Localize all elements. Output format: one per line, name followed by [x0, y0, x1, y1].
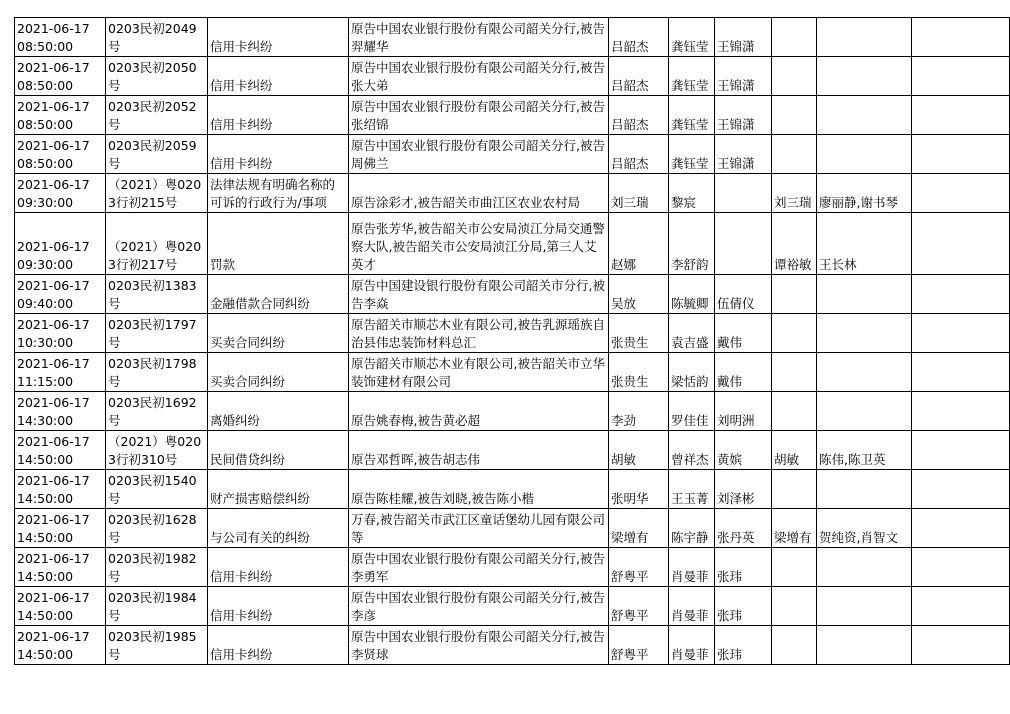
time-text: 11:15:00	[17, 374, 74, 389]
case-number-cell: 0203民初1797号	[106, 314, 208, 353]
extra-judge-cell	[772, 18, 817, 57]
case-number-cell: 0203民初1984号	[106, 587, 208, 626]
extra-names-cell	[817, 96, 912, 135]
presiding-judge-cell: 李劲	[609, 392, 669, 431]
case-cause-cell: 买卖合同纠纷	[208, 314, 349, 353]
extra-names-cell: 贺纯资,肖智文	[817, 509, 912, 548]
clerk-cell: 陈毓卿	[669, 275, 715, 314]
case-cause-cell: 信用卡纠纷	[208, 587, 349, 626]
date-text: 2021-06-17	[17, 177, 90, 192]
case-cause-cell: 法律法规有明确名称的可诉的行政行为/事项	[208, 174, 349, 213]
panel-member-cell: 伍倩仪	[715, 275, 772, 314]
extra-judge-cell	[772, 275, 817, 314]
extra-judge-cell	[772, 626, 817, 665]
time-text: 14:50:00	[17, 530, 74, 545]
datetime-cell	[15, 314, 106, 353]
table-row	[15, 353, 1010, 392]
extra-names-cell: 廖丽静,谢书琴	[817, 174, 912, 213]
panel-member-cell: 戴伟	[715, 353, 772, 392]
extra-judge-cell	[772, 353, 817, 392]
case-number-cell: （2021）粤0203行初217号	[106, 213, 208, 275]
datetime-cell	[15, 353, 106, 392]
presiding-judge-cell: 梁增有	[609, 509, 669, 548]
clerk-cell: 龚钰莹	[669, 18, 715, 57]
blank-cell	[912, 509, 1010, 548]
case-number-cell: 0203民初1982号	[106, 548, 208, 587]
case-cause-cell: 信用卡纠纷	[208, 18, 349, 57]
time-text: 08:50:00	[17, 156, 74, 171]
case-number-cell: 0203民初1985号	[106, 626, 208, 665]
blank-cell	[912, 353, 1010, 392]
datetime-cell	[15, 470, 106, 509]
panel-member-cell: 张丹英	[715, 509, 772, 548]
extra-names-cell: 王长林	[817, 213, 912, 275]
blank-cell	[912, 174, 1010, 213]
table-row	[15, 213, 1010, 275]
clerk-cell: 李舒韵	[669, 213, 715, 275]
datetime-cell	[15, 213, 106, 275]
extra-names-cell	[817, 353, 912, 392]
time-text: 14:50:00	[17, 569, 74, 584]
case-cause-cell: 金融借款合同纠纷	[208, 275, 349, 314]
datetime-cell	[15, 431, 106, 470]
extra-names-cell	[817, 587, 912, 626]
clerk-cell: 肖曼菲	[669, 626, 715, 665]
panel-member-cell: 王锦潇	[715, 18, 772, 57]
panel-member-cell: 戴伟	[715, 314, 772, 353]
date-text: 2021-06-17	[17, 395, 90, 410]
blank-cell	[912, 275, 1010, 314]
extra-names-cell	[817, 548, 912, 587]
clerk-cell: 梁恬韵	[669, 353, 715, 392]
panel-member-cell: 刘泽彬	[715, 470, 772, 509]
presiding-judge-cell: 吕韶杰	[609, 135, 669, 174]
case-number-cell: 0203民初1540号	[106, 470, 208, 509]
clerk-cell: 肖曼菲	[669, 548, 715, 587]
clerk-cell: 陈宇静	[669, 509, 715, 548]
extra-judge-cell	[772, 548, 817, 587]
parties-cell: 原告韶关市顺芯木业有限公司,被告乳源瑶族自治县伟忠装饰材料总汇	[349, 314, 609, 353]
extra-names-cell	[817, 626, 912, 665]
clerk-cell: 龚钰莹	[669, 57, 715, 96]
clerk-cell: 曾祥杰	[669, 431, 715, 470]
time-text: 14:50:00	[17, 491, 74, 506]
clerk-cell: 肖曼菲	[669, 587, 715, 626]
datetime-cell	[15, 135, 106, 174]
case-cause-cell: 民间借贷纠纷	[208, 431, 349, 470]
date-text: 2021-06-17	[17, 590, 90, 605]
extra-names-cell	[817, 314, 912, 353]
time-text: 14:30:00	[17, 413, 74, 428]
table-row	[15, 174, 1010, 213]
extra-judge-cell: 梁增有	[772, 509, 817, 548]
parties-cell: 原告中国农业银行股份有限公司韶关分行,被告周佛兰	[349, 135, 609, 174]
presiding-judge-cell: 张贵生	[609, 353, 669, 392]
extra-judge-cell	[772, 470, 817, 509]
parties-cell: 原告中国建设银行股份有限公司韶关市分行,被告李焱	[349, 275, 609, 314]
datetime-cell	[15, 548, 106, 587]
date-text: 2021-06-17	[17, 629, 90, 644]
table-row	[15, 626, 1010, 665]
blank-cell	[912, 431, 1010, 470]
extra-judge-cell	[772, 96, 817, 135]
presiding-judge-cell: 舒粤平	[609, 626, 669, 665]
table-row	[15, 275, 1010, 314]
case-number-cell: （2021）粤0203行初310号	[106, 431, 208, 470]
hearing-schedule-table	[14, 17, 1010, 665]
panel-member-cell	[715, 174, 772, 213]
table-row	[15, 314, 1010, 353]
parties-cell: 原告中国农业银行股份有限公司韶关分行,被告张绍锦	[349, 96, 609, 135]
presiding-judge-cell: 张明华	[609, 470, 669, 509]
extra-judge-cell: 胡敏	[772, 431, 817, 470]
blank-cell	[912, 626, 1010, 665]
extra-names-cell: 陈伟,陈卫英	[817, 431, 912, 470]
case-cause-cell: 财产损害赔偿纠纷	[208, 470, 349, 509]
date-text: 2021-06-17	[17, 138, 90, 153]
parties-cell: 原告中国农业银行股份有限公司韶关分行,被告羿耀华	[349, 18, 609, 57]
blank-cell	[912, 548, 1010, 587]
date-text: 2021-06-17	[17, 278, 90, 293]
presiding-judge-cell: 舒粤平	[609, 548, 669, 587]
table-row	[15, 587, 1010, 626]
date-text: 2021-06-17	[17, 60, 90, 75]
blank-cell	[912, 18, 1010, 57]
table-row	[15, 431, 1010, 470]
clerk-cell: 袁吉盛	[669, 314, 715, 353]
parties-cell: 原告涂彩才,被告韶关市曲江区农业农村局	[349, 174, 609, 213]
panel-member-cell	[715, 213, 772, 275]
extra-names-cell	[817, 18, 912, 57]
presiding-judge-cell: 舒粤平	[609, 587, 669, 626]
date-text: 2021-06-17	[17, 473, 90, 488]
parties-cell: 原告中国农业银行股份有限公司韶关分行,被告李勇军	[349, 548, 609, 587]
case-cause-cell: 与公司有关的纠纷	[208, 509, 349, 548]
date-text: 2021-06-17	[17, 356, 90, 371]
panel-member-cell: 王锦潇	[715, 96, 772, 135]
table-row	[15, 135, 1010, 174]
date-text: 2021-06-17	[17, 434, 90, 449]
presiding-judge-cell: 刘三瑞	[609, 174, 669, 213]
presiding-judge-cell: 胡敏	[609, 431, 669, 470]
parties-cell: 原告中国农业银行股份有限公司韶关分行,被告李贤球	[349, 626, 609, 665]
case-cause-cell: 信用卡纠纷	[208, 626, 349, 665]
time-text: 08:50:00	[17, 78, 74, 93]
presiding-judge-cell: 吕韶杰	[609, 96, 669, 135]
datetime-cell	[15, 587, 106, 626]
case-number-cell: 0203民初2052号	[106, 96, 208, 135]
extra-names-cell	[817, 57, 912, 96]
extra-judge-cell	[772, 314, 817, 353]
parties-cell: 万春,被告韶关市武江区童话堡幼儿园有限公司等	[349, 509, 609, 548]
datetime-cell	[15, 18, 106, 57]
case-cause-cell: 信用卡纠纷	[208, 57, 349, 96]
date-text: 2021-06-17	[17, 317, 90, 332]
case-cause-cell: 买卖合同纠纷	[208, 353, 349, 392]
case-number-cell: 0203民初1798号	[106, 353, 208, 392]
blank-cell	[912, 470, 1010, 509]
time-text: 08:50:00	[17, 117, 74, 132]
datetime-cell	[15, 509, 106, 548]
table-row	[15, 509, 1010, 548]
panel-member-cell: 张玮	[715, 548, 772, 587]
extra-judge-cell: 谭裕敏	[772, 213, 817, 275]
datetime-cell	[15, 626, 106, 665]
case-cause-cell: 信用卡纠纷	[208, 135, 349, 174]
date-text: 2021-06-17	[17, 512, 90, 527]
case-number-cell: 0203民初1383号	[106, 275, 208, 314]
datetime-cell	[15, 174, 106, 213]
clerk-cell: 黎宸	[669, 174, 715, 213]
table-row	[15, 57, 1010, 96]
case-cause-cell: 信用卡纠纷	[208, 96, 349, 135]
clerk-cell: 王玉菁	[669, 470, 715, 509]
case-number-cell: 0203民初1628号	[106, 509, 208, 548]
datetime-cell	[15, 392, 106, 431]
case-cause-cell: 信用卡纠纷	[208, 548, 349, 587]
blank-cell	[912, 392, 1010, 431]
time-text: 14:50:00	[17, 647, 74, 662]
case-number-cell: （2021）粤0203行初215号	[106, 174, 208, 213]
panel-member-cell: 黄嫔	[715, 431, 772, 470]
clerk-cell: 龚钰莹	[669, 96, 715, 135]
time-text: 10:30:00	[17, 335, 74, 350]
parties-cell: 原告陈桂耀,被告刘晓,被告陈小楷	[349, 470, 609, 509]
blank-cell	[912, 57, 1010, 96]
time-text: 09:30:00	[17, 257, 74, 272]
time-text: 09:30:00	[17, 195, 74, 210]
panel-member-cell: 王锦潇	[715, 57, 772, 96]
extra-judge-cell	[772, 587, 817, 626]
time-text: 09:40:00	[17, 296, 74, 311]
time-text: 14:50:00	[17, 452, 74, 467]
case-cause-cell: 罚款	[208, 213, 349, 275]
presiding-judge-cell: 赵娜	[609, 213, 669, 275]
blank-cell	[912, 96, 1010, 135]
parties-cell: 原告韶关市顺芯木业有限公司,被告韶关市立华装饰建材有限公司	[349, 353, 609, 392]
extra-names-cell	[817, 135, 912, 174]
case-number-cell: 0203民初2049号	[106, 18, 208, 57]
time-text: 08:50:00	[17, 39, 74, 54]
extra-names-cell	[817, 392, 912, 431]
presiding-judge-cell: 吴放	[609, 275, 669, 314]
table-row	[15, 470, 1010, 509]
panel-member-cell: 王锦潇	[715, 135, 772, 174]
parties-cell: 原告中国农业银行股份有限公司韶关分行,被告张大弟	[349, 57, 609, 96]
table-row	[15, 96, 1010, 135]
presiding-judge-cell: 吕韶杰	[609, 57, 669, 96]
extra-judge-cell	[772, 392, 817, 431]
blank-cell	[912, 135, 1010, 174]
parties-cell: 原告中国农业银行股份有限公司韶关分行,被告李彦	[349, 587, 609, 626]
table-row	[15, 548, 1010, 587]
blank-cell	[912, 213, 1010, 275]
datetime-cell	[15, 96, 106, 135]
date-text: 2021-06-17	[17, 21, 90, 36]
case-cause-cell: 离婚纠纷	[208, 392, 349, 431]
date-text: 2021-06-17	[17, 99, 90, 114]
presiding-judge-cell: 张贵生	[609, 314, 669, 353]
extra-judge-cell	[772, 57, 817, 96]
panel-member-cell: 张玮	[715, 587, 772, 626]
case-number-cell: 0203民初2059号	[106, 135, 208, 174]
table-row	[15, 392, 1010, 431]
extra-names-cell	[817, 470, 912, 509]
table-body	[15, 18, 1010, 665]
table-row	[15, 18, 1010, 57]
datetime-cell	[15, 57, 106, 96]
parties-cell: 原告邓哲晖,被告胡志伟	[349, 431, 609, 470]
time-text: 14:50:00	[17, 608, 74, 623]
panel-member-cell: 刘明洲	[715, 392, 772, 431]
case-number-cell: 0203民初1692号	[106, 392, 208, 431]
presiding-judge-cell: 吕韶杰	[609, 18, 669, 57]
extra-judge-cell	[772, 135, 817, 174]
clerk-cell: 龚钰莹	[669, 135, 715, 174]
parties-cell: 原告张芳华,被告韶关市公安局浈江分局交通警察大队,被告韶关市公安局浈江分局,第三人艾英才	[349, 213, 609, 275]
extra-names-cell	[817, 275, 912, 314]
panel-member-cell: 张玮	[715, 626, 772, 665]
parties-cell: 原告姚春梅,被告黄必超	[349, 392, 609, 431]
date-text: 2021-06-17	[17, 551, 90, 566]
case-number-cell: 0203民初2050号	[106, 57, 208, 96]
datetime-cell	[15, 275, 106, 314]
blank-cell	[912, 587, 1010, 626]
clerk-cell: 罗佳佳	[669, 392, 715, 431]
extra-judge-cell: 刘三瑞	[772, 174, 817, 213]
date-text: 2021-06-17	[17, 239, 90, 254]
blank-cell	[912, 314, 1010, 353]
